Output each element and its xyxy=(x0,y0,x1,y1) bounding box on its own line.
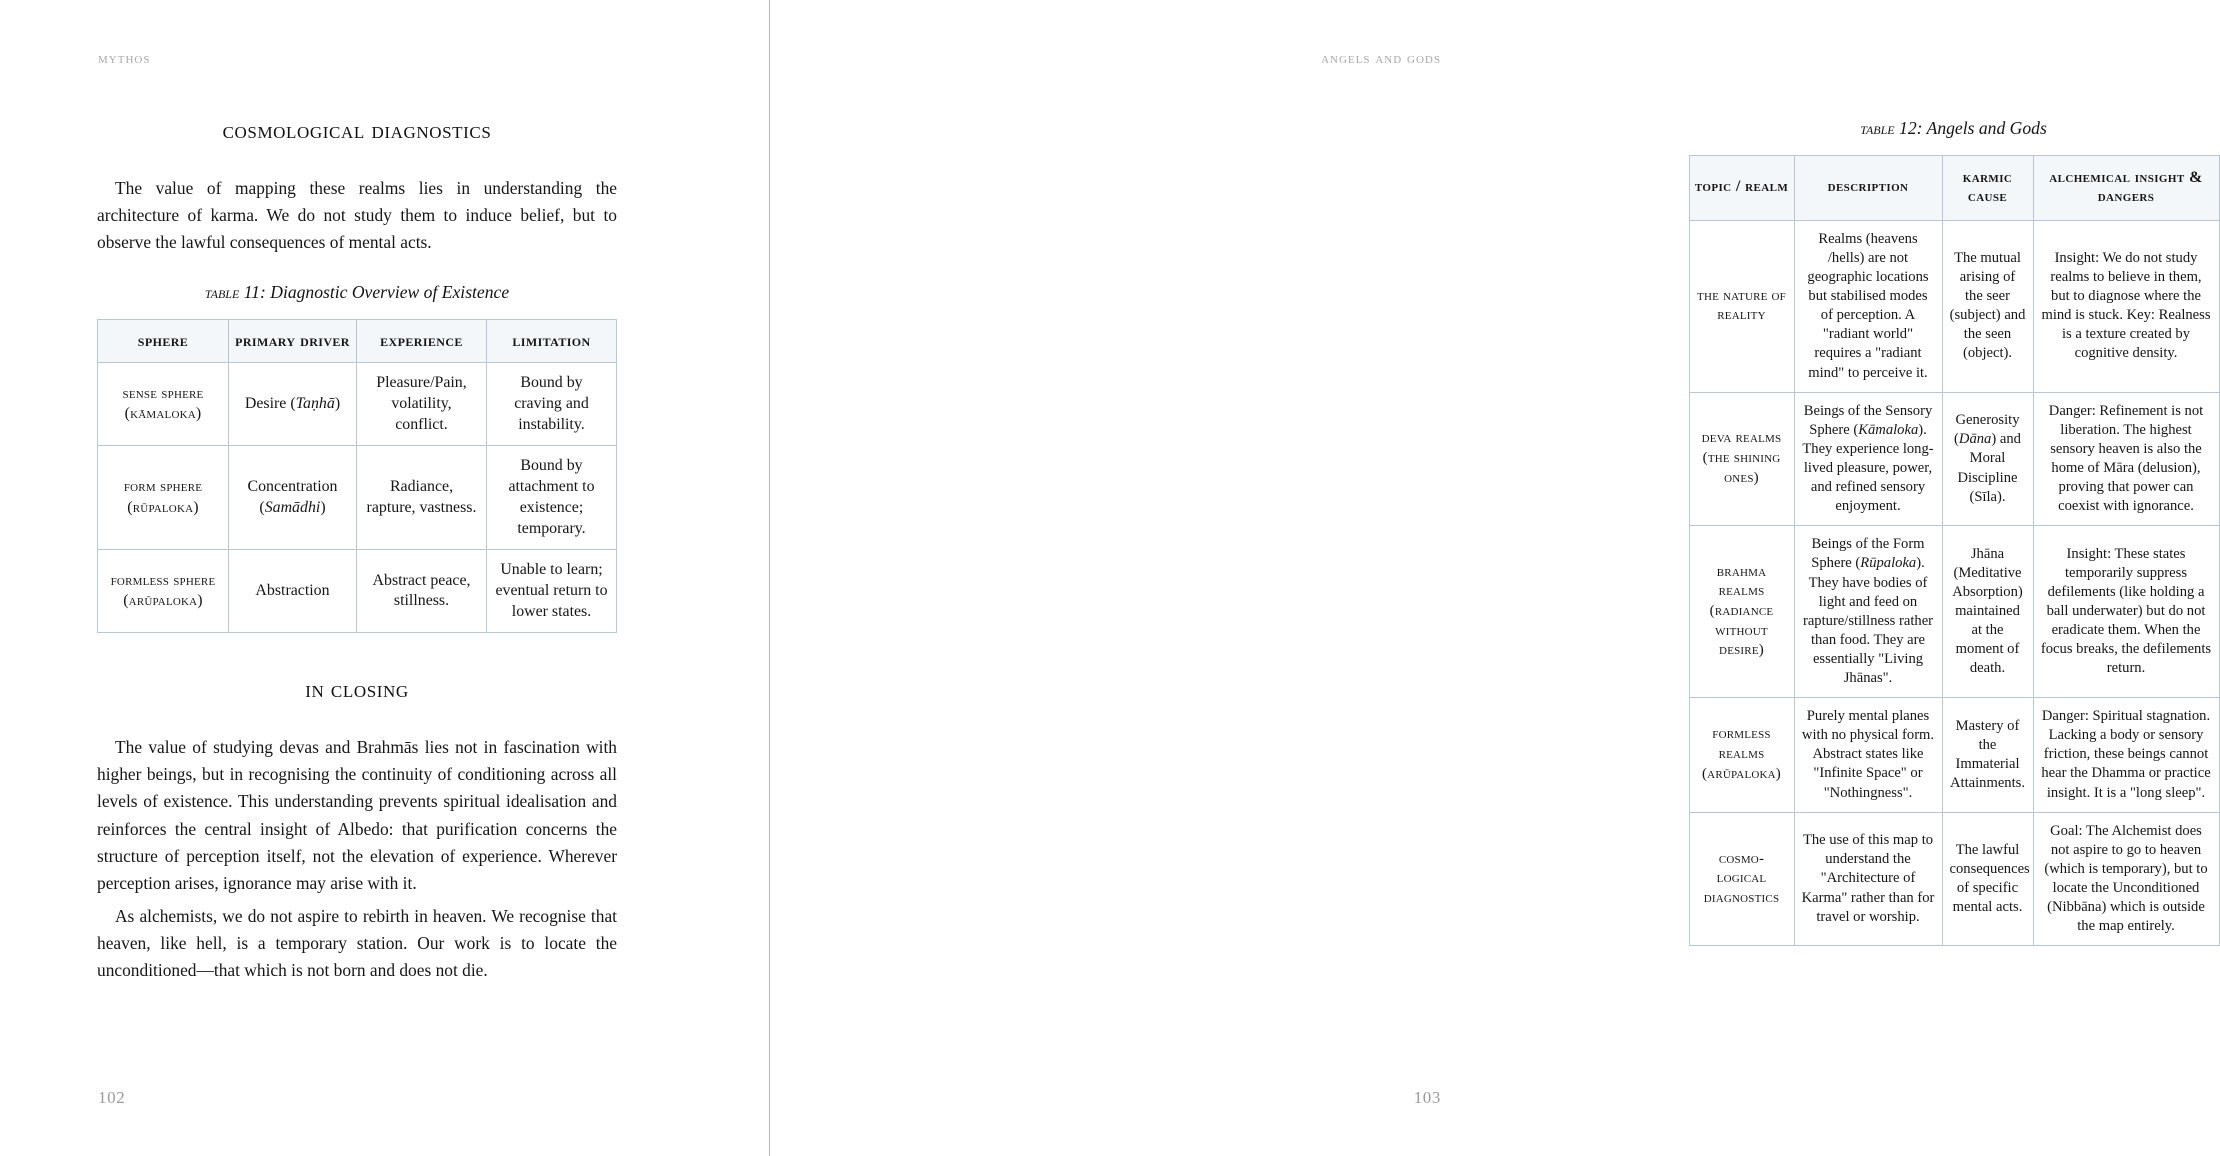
table-row xyxy=(98,550,617,633)
cell-insight: Insight: These states temporarily suppress defilements (like holding a ball underwater) but do not eradicate them. When the focus breaks, the defilements return. xyxy=(2033,526,2219,698)
col-header-sphere: sphere xyxy=(98,320,229,363)
table-11-caption xyxy=(97,282,617,303)
cell-topic: brahma realms (radiance without desire) xyxy=(1689,526,1794,698)
right-text-column xyxy=(1689,118,2219,946)
col-header-limitation: limitation xyxy=(487,320,617,363)
cell-driver-italic: Taṇhā xyxy=(295,395,335,413)
cell-experience: Pleasure/Pain, volatility, conflict. xyxy=(357,363,487,446)
table-12-caption-rest: : Angels and Gods xyxy=(1916,118,2047,138)
page-left xyxy=(0,0,770,1156)
col-header-alchemical-insight: alchemical insight & dangers xyxy=(2033,156,2219,221)
cell-cause-pre: The mutual arising of the seer (subject) and the seen (object). xyxy=(1949,249,2026,362)
table-header-row xyxy=(98,320,617,363)
cell-cause-pre: Generosity ( xyxy=(1954,412,2020,448)
table-11-caption-rest: : Diagnostic Overview of Existence xyxy=(259,282,510,303)
cell-description xyxy=(1794,698,1942,813)
cell-description-post: ). They have bodies of light and feed on rapture/stillness rather than food. They are essentially "Living Jhānas". xyxy=(1802,555,1934,687)
folio-left: 102 xyxy=(98,1088,126,1107)
cell-topic: formless realms (arūpaloka) xyxy=(1689,698,1794,813)
closing-paragraph-2: As alchemists, we do not aspire to rebirth in heaven. We recognise that heaven, like hell, is a temporary station. Our work is to locate the unconditioned—that which is not born and does not die. xyxy=(97,906,617,981)
cell-driver-plain: Desire ( xyxy=(244,395,296,413)
running-head-left: mythos xyxy=(98,50,151,67)
col-header-primary-driver: primary driver xyxy=(229,320,357,363)
table-row xyxy=(1689,392,2219,526)
cell-insight: Danger: Spiritual stagnation. Lacking a body or sensory friction, these beings cannot hear the Dhamma or practice insight. It is a "long sleep". xyxy=(2033,698,2219,813)
cell-topic: deva realms (the shining ones) xyxy=(1689,392,1794,526)
cell-description-pre: The use of this map to understand the "Architecture of Karma" rather than for travel or worship. xyxy=(1801,832,1935,925)
cell-description-pre: Purely mental planes with no physical form. Abstract states like "Infinite Space" or "Nothingness". xyxy=(1801,708,1935,801)
cell-driver xyxy=(229,550,357,633)
table-header-row xyxy=(1689,156,2219,221)
table-row xyxy=(98,446,617,550)
cell-description-pre: Beings of the Form Sphere ( xyxy=(1811,536,1925,572)
cell-driver-plain: Abstraction xyxy=(255,581,330,599)
cell-cause-pre: Jhāna (Meditative Absorption) maintained at the moment of death. xyxy=(1952,545,2023,677)
table-11-caption-label: table 11 xyxy=(204,282,260,303)
cell-driver-tail: ) xyxy=(320,498,326,516)
cell-driver-italic: Samādhi xyxy=(264,498,321,516)
cell-karmic-cause xyxy=(1942,698,2033,813)
cell-insight: Goal: The Alchemist does not aspire to go to heaven (which is temporary), but to locate the Unconditioned (Nibbāna) which is outside the map entirely. xyxy=(2033,812,2219,946)
cell-sphere: sense sphere (kāmaloka) xyxy=(98,363,229,446)
table-12-caption-label: table 12 xyxy=(1860,118,1917,138)
cell-description-pre: Realms (heavens /hells) are not geographic locations but stabilised modes of perception. A "radiant world" requires a "radiant mind" to perceive it. xyxy=(1807,230,1929,381)
cell-insight: Danger: Refinement is not liberation. The highest sensory heaven is also the home of Māra (delusion), proving that power can coexist with ignorance. xyxy=(2033,392,2219,526)
table-row xyxy=(1689,698,2219,813)
cell-description-pre: Beings of the Sensory Sphere ( xyxy=(1803,402,1933,438)
cell-driver xyxy=(229,363,357,446)
page-title: cosmological diagnostics xyxy=(222,118,492,144)
cell-driver-plain: Concentration ( xyxy=(247,478,338,516)
table-row xyxy=(1689,812,2219,946)
cell-karmic-cause xyxy=(1942,392,2033,526)
cell-description-italic: Rūpaloka xyxy=(1860,555,1917,572)
cell-cause-italic: Dāna xyxy=(1958,431,1992,448)
cell-driver-tail: ) xyxy=(334,395,341,413)
cell-topic: the nature of reality xyxy=(1689,220,1794,392)
page-right xyxy=(770,0,2212,1156)
closing-paragraph-1: The value of studying devas and Brahmās lies not in fascination with higher beings, but in recognising the continuity of conditioning across all levels of existence. This understanding prevents spiritual idealisation and reinforces the central insight of Albedo: that purification concerns the structure of perception itself, not the elevation of experience. Wherever perception arises, ignorance may arise with it. xyxy=(97,737,617,893)
cell-experience: Abstract peace, stillness. xyxy=(357,550,487,633)
cell-experience: Radiance, rapture, vastness. xyxy=(357,446,487,550)
cell-karmic-cause xyxy=(1942,812,2033,946)
col-header-description: description xyxy=(1794,156,1942,221)
left-text-column xyxy=(97,118,617,990)
table-row xyxy=(1689,220,2219,392)
cell-cause-post: ) and Moral Discipline (Sīla). xyxy=(1957,431,2021,505)
cell-cause-pre: Mastery of the Immaterial Attainments. xyxy=(1950,717,2025,792)
running-head-right: angels and gods xyxy=(1321,50,1441,67)
cell-description xyxy=(1794,812,1942,946)
table-11 xyxy=(97,319,617,633)
table-row xyxy=(98,363,617,446)
col-header-topic-realm: topic / realm xyxy=(1689,156,1794,221)
table-12 xyxy=(1689,155,2220,946)
cell-description-italic: Kāmaloka xyxy=(1858,421,1919,438)
cell-topic: cosmo-logical diagnostics xyxy=(1689,812,1794,946)
cell-karmic-cause xyxy=(1942,526,2033,698)
cell-sphere: formless sphere (arūpaloka) xyxy=(98,550,229,633)
cell-description xyxy=(1794,526,1942,698)
table-12-caption xyxy=(1689,118,2219,139)
cell-description-post: ). They experience long-lived pleasure, power, and refined sensory enjoyment. xyxy=(1802,421,1934,515)
page-subtitle-in-closing: in closing xyxy=(305,677,409,704)
cell-sphere: form sphere (rūpaloka) xyxy=(98,446,229,550)
cell-description xyxy=(1794,220,1942,392)
body-paragraph: The value of mapping these realms lies in understanding the architecture of karma. We do not study them to induce belief, but to observe the lawful consequences of mental acts. xyxy=(97,178,617,253)
cell-karmic-cause xyxy=(1942,220,2033,392)
cell-limitation: Bound by attachment to existence; temporary. xyxy=(487,446,617,550)
cell-driver xyxy=(229,446,357,550)
page-gutter-divider xyxy=(769,0,770,1156)
cell-limitation: Bound by craving and instability. xyxy=(487,363,617,446)
folio-right: 103 xyxy=(1413,1088,1441,1107)
col-header-karmic-cause: karmic cause xyxy=(1942,156,2033,221)
cell-cause-pre: The lawful consequences of specific mental acts. xyxy=(1949,841,2030,916)
cell-description xyxy=(1794,392,1942,526)
cell-insight: Insight: We do not study realms to believe in them, but to diagnose where the mind is stuck. Key: Realness is a texture created by cognitive density. xyxy=(2033,220,2219,392)
table-row xyxy=(1689,526,2219,698)
col-header-experience: experience xyxy=(357,320,487,363)
cell-limitation: Unable to learn; eventual return to lower states. xyxy=(487,550,617,633)
